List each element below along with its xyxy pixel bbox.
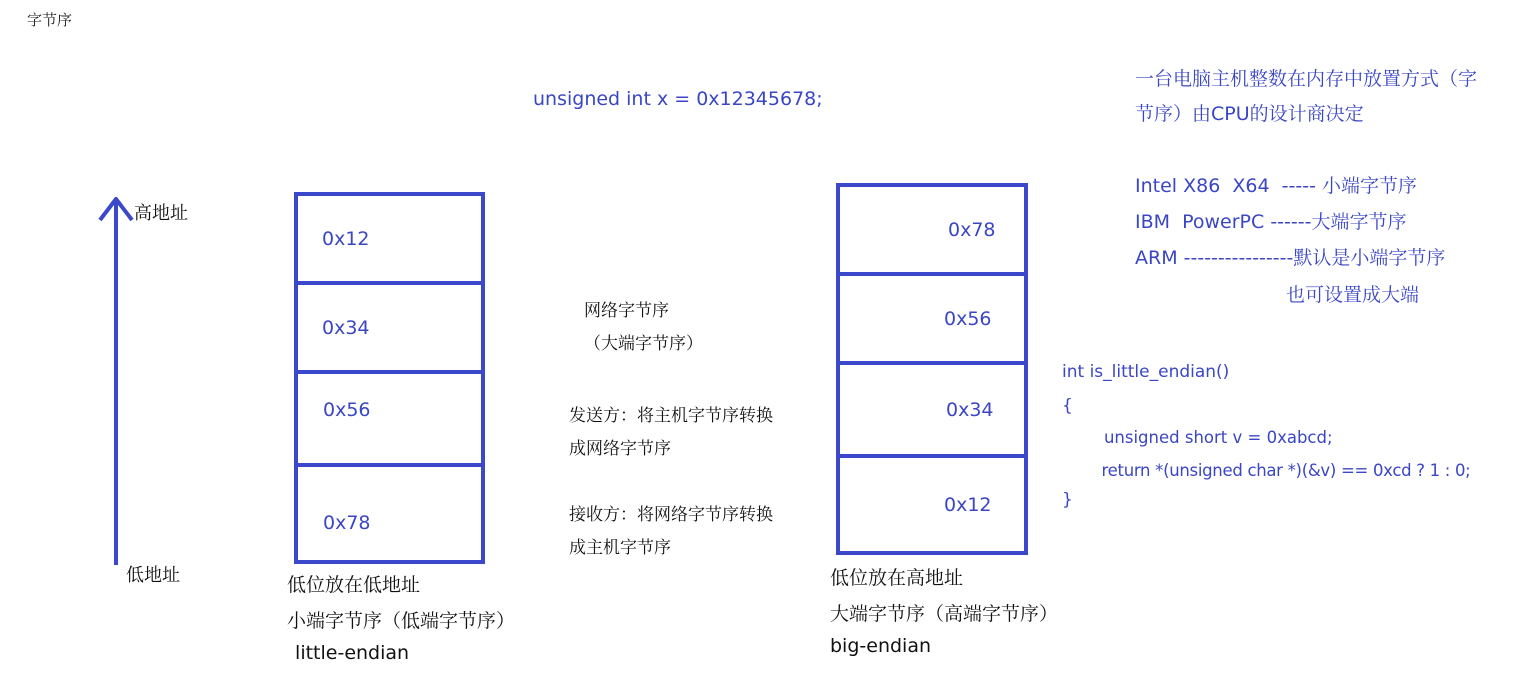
be-cell-3 [836, 454, 1028, 555]
le-cell-1 [294, 281, 485, 374]
be-caption-line-2: 大端字节序（高端字节序） [830, 603, 1059, 625]
be-cell-2 [836, 361, 1028, 458]
be-cell-0 [836, 183, 1028, 276]
le-cell-value: 0x12 [322, 227, 370, 250]
le-cell-3 [294, 463, 485, 564]
code-line-2: { [1062, 396, 1073, 416]
le-cell-2 [294, 370, 485, 467]
intro-line-1: 一台电脑主机整数在内存中放置方式（字 [1135, 68, 1478, 90]
cpu-arm: ARM ----------------默认是小端字节序 [1135, 247, 1446, 269]
be-cell-value: 0x34 [946, 398, 994, 421]
network-subtitle: （大端字节序） [584, 334, 703, 354]
network-title: 网络字节序 [584, 301, 669, 321]
sender-line-2: 成网络字节序 [569, 439, 671, 459]
cpu-intel: Intel X86 X64 ----- 小端字节序 [1135, 175, 1417, 197]
be-cell-value: 0x56 [944, 307, 992, 330]
le-caption-line-3: little-endian [289, 642, 410, 664]
high-address-label: 高地址 [134, 203, 188, 224]
le-caption-line-2: 小端字节序（低端字节序） [287, 610, 516, 632]
receiver-line-1: 接收方：将网络字节序转换 [569, 505, 773, 525]
code-line-1: int is_little_endian() [1062, 362, 1230, 382]
intro-line-2: 节序）由CPU的设计商决定 [1135, 103, 1364, 125]
address-axis-arrow [90, 190, 140, 570]
low-address-label: 低地址 [126, 565, 180, 586]
be-cell-1 [836, 272, 1028, 365]
sender-line-1: 发送方：将主机字节序转换 [569, 406, 773, 426]
be-caption-line-1: 低位放在高地址 [830, 567, 964, 589]
page-title: 字节序 [27, 11, 73, 29]
be-cell-value: 0x12 [944, 493, 992, 516]
cpu-arm-note: 也可设置成大端 [1135, 284, 1419, 306]
le-cell-value: 0x56 [323, 398, 371, 421]
code-line-4: return *(unsigned char *)(&v) == 0xcd ? 1 : 0; [1062, 461, 1471, 480]
code-line-5: } [1062, 490, 1073, 510]
le-cell-value: 0x34 [322, 316, 370, 339]
le-caption-line-1: 低位放在低地址 [287, 574, 421, 596]
le-cell-0 [294, 192, 485, 285]
declaration-text: unsigned int x = 0x12345678; [533, 88, 823, 110]
be-caption-line-3: big-endian [830, 635, 932, 657]
le-cell-value: 0x78 [323, 511, 371, 534]
receiver-line-2: 成主机字节序 [569, 538, 671, 558]
code-line-3: unsigned short v = 0xabcd; [1062, 428, 1333, 447]
cpu-ibm: IBM PowerPC ------大端字节序 [1135, 211, 1407, 233]
be-cell-value: 0x78 [948, 218, 996, 241]
